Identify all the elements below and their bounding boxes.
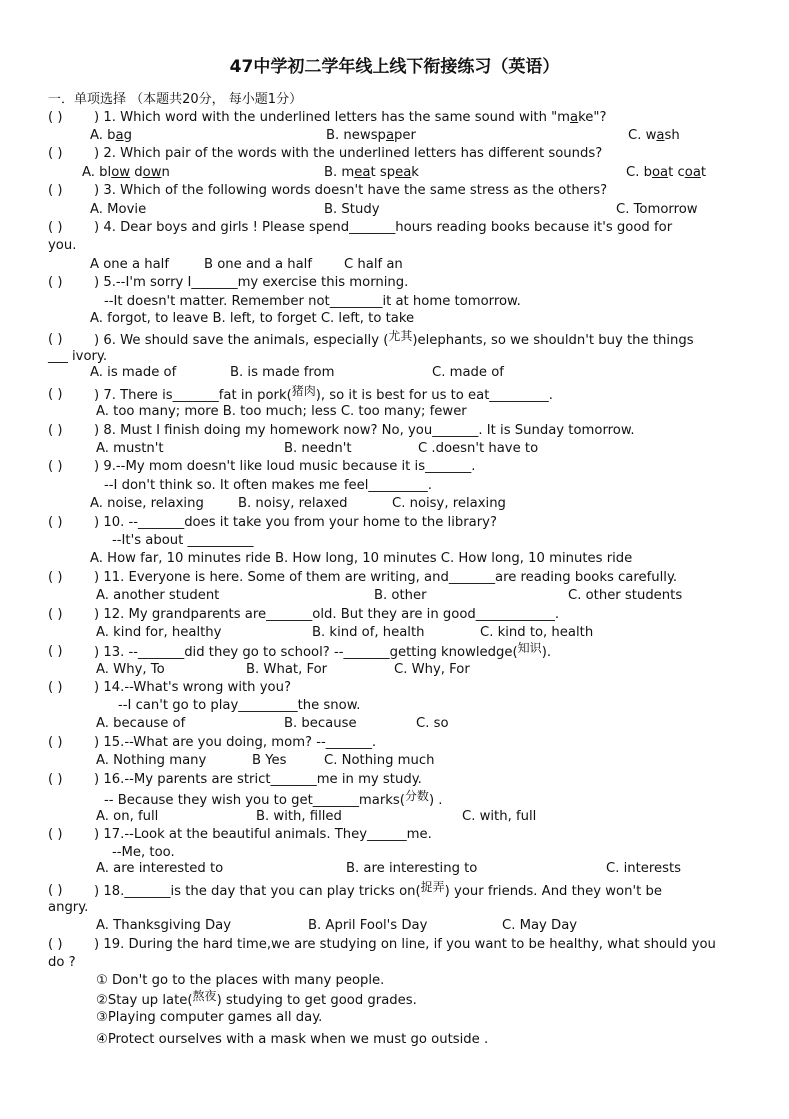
option-b: B. are interesting to xyxy=(346,861,478,876)
choice-item-3: ③Playing computer games all day. xyxy=(96,1010,323,1025)
answer-paren: ( ) xyxy=(48,644,63,659)
option-c: C. boat coat xyxy=(626,165,707,180)
question-stem: There is_______fat in pork( xyxy=(120,388,292,403)
answer-paren: ( ) xyxy=(48,607,63,622)
option-c: C. Nothing much xyxy=(324,753,435,768)
dialogue-line: --I don't think so. It often makes me feel_________. xyxy=(104,478,432,493)
question-stem-cont: angry. xyxy=(48,900,89,915)
question-17: ) 17.--Look at the beautiful animals. They______me. xyxy=(94,827,432,842)
answer-paren: ( ) xyxy=(48,110,63,125)
question-5: ) 5.--I'm sorry I_______my exercise this morning. xyxy=(94,275,409,290)
option-b: B. noisy, relaxed xyxy=(238,496,348,511)
choice-item-4: ④Protect ourselves with a mask when we must go outside . xyxy=(96,1032,489,1047)
option-c: C. with, full xyxy=(462,809,537,824)
option-a: A. Movie xyxy=(90,202,147,217)
options-line: A. forgot, to leave B. left, to forget C. left, to take xyxy=(90,311,415,326)
question-stem: --_______did they go to school? --_______getting knowledge( xyxy=(128,645,518,660)
answer-paren: ( ) xyxy=(48,459,63,474)
question-stem: --My parents are strict_______me in my study. xyxy=(124,772,422,787)
option-b: B one and a half xyxy=(204,257,312,272)
question-stem-cont: you. xyxy=(48,238,77,253)
option-c: C. Why, For xyxy=(394,662,470,677)
question-stem: We should save the animals, especially ( xyxy=(120,333,389,348)
answer-paren: ( ) xyxy=(48,146,63,161)
question-stem: Must I finish doing my homework now? No, you_______. It is Sunday tomorrow. xyxy=(120,423,635,438)
question-stem: --What's wrong with you? xyxy=(124,680,291,695)
option-b: B. kind of, health xyxy=(312,625,425,640)
question-stem: --My mom doesn't like loud music because it is_______. xyxy=(115,459,476,474)
option-c: C. other students xyxy=(568,588,683,603)
option-c: C. wash xyxy=(628,128,680,143)
option-a: A. because of xyxy=(96,716,186,731)
option-a: A. bag xyxy=(90,128,133,143)
answer-paren: ( ) xyxy=(48,937,63,952)
option-a: A. are interested to xyxy=(96,861,224,876)
answer-paren: ( ) xyxy=(48,827,63,842)
option-b: B. other xyxy=(374,588,427,603)
answer-paren: ( ) xyxy=(48,883,63,898)
option-a: A. on, full xyxy=(96,809,159,824)
answer-paren: ( ) xyxy=(48,423,63,438)
option-a: A. mustn't xyxy=(96,441,164,456)
question-9: ) 9.--My mom doesn't like loud music because it is_______. xyxy=(94,459,476,474)
question-stem: During the hard time,we are studying on line, if you want to be healthy, what should you xyxy=(128,937,716,952)
question-2: ) 2. Which pair of the words with the underlined letters has different sounds? xyxy=(94,146,603,161)
question-6: ) 6. We should save the animals, especially (尤其)elephants, so we shouldn't buy the things xyxy=(94,329,694,348)
question-stem-cont: do ? xyxy=(48,955,76,970)
answer-paren: ( ) xyxy=(48,387,63,402)
option-b: B. Study xyxy=(324,202,380,217)
question-stem: --I'm sorry I_______my exercise this morning. xyxy=(115,275,409,290)
option-a: A. kind for, healthy xyxy=(96,625,222,640)
options-line: A. How far, 10 minutes ride B. How long, 10 minutes C. How long, 10 minutes ride xyxy=(90,551,633,566)
choice-item-1: ① Don't go to the places with many people. xyxy=(96,973,385,988)
question-8: ) 8. Must I finish doing my homework now? No, you_______. It is Sunday tomorrow. xyxy=(94,423,635,438)
option-a: A. another student xyxy=(96,588,220,603)
question-11: ) 11. Everyone is here. Some of them are writing, and_______are reading books carefully. xyxy=(94,570,678,585)
question-stem: --Look at the beautiful animals. They______me. xyxy=(124,827,432,842)
option-b: B. meat speak xyxy=(324,165,419,180)
choice-item-2 xyxy=(96,991,417,1010)
option-c: C .doesn't have to xyxy=(418,441,539,456)
option-a: A. Thanksgiving Day xyxy=(96,918,231,933)
question-stem: ). xyxy=(541,645,552,660)
option-a: A. noise, relaxing xyxy=(90,496,204,511)
section-heading: 一．单项选择 （本题共20分， 每小题1分） xyxy=(48,92,303,107)
question-4: ) 4. Dear boys and girls ! Please spend_______hours reading books because it's good for xyxy=(94,220,673,235)
question-7: ) 7. There is_______fat in pork(猪肉), so it is best for us to eat_________. xyxy=(94,384,553,403)
chinese-gloss: 熬夜 xyxy=(192,989,217,1003)
option-c: C. May Day xyxy=(502,918,578,933)
question-12: ) 12. My grandparents are_______old. But they are in good____________. xyxy=(94,607,560,622)
question-1: ) 1. Which word with the underlined letters has the same sound with "make"? xyxy=(94,110,607,125)
question-stem: ) your friends. And they won't be xyxy=(444,884,662,899)
chinese-gloss: 知识 xyxy=(517,641,542,655)
question-stem: )elephants, so we shouldn't buy the things xyxy=(412,333,694,348)
question-stem: Which of the following words doesn't have the same stress as the others? xyxy=(120,183,608,198)
answer-paren: ( ) xyxy=(48,332,63,347)
option-a: A. is made of xyxy=(90,365,177,380)
question-3: ) 3. Which of the following words doesn't have the same stress as the others? xyxy=(94,183,608,198)
option-c: C. interests xyxy=(606,861,682,876)
dialogue-line: --It doesn't matter. Remember not________it at home tomorrow. xyxy=(104,294,521,309)
question-16: ) 16.--My parents are strict_______me in my study. xyxy=(94,772,422,787)
answer-paren: ( ) xyxy=(48,570,63,585)
choice-text: ②Stay up late( xyxy=(96,993,193,1008)
question-stem: ), so it is best for us to eat_________. xyxy=(315,388,553,403)
page-title: 47中学初二学年线上线下衔接练习（英语） xyxy=(229,57,560,77)
option-c: C. noisy, relaxing xyxy=(392,496,506,511)
question-10: ) 10. --_______does it take you from your home to the library? xyxy=(94,515,497,530)
option-a: A one a half xyxy=(90,257,169,272)
dialogue-line: --It's about __________ xyxy=(112,533,254,548)
chinese-gloss: 猪肉 xyxy=(291,384,316,398)
question-stem: --What are you doing, mom? --_______. xyxy=(124,735,377,750)
answer-paren: ( ) xyxy=(48,735,63,750)
option-b: B. because xyxy=(284,716,357,731)
answer-paren: ( ) xyxy=(48,220,63,235)
question-stem-cont: ___ ivory. xyxy=(48,349,108,364)
question-stem: My grandparents are_______old. But they are in good____________. xyxy=(128,607,560,622)
question-stem: _______is the day that you can play tricks on( xyxy=(124,884,421,899)
question-18: ) 18._______is the day that you can play tricks on(捉弄) your friends. And they won't be xyxy=(94,880,662,899)
question-stem: Dear boys and girls ! Please spend_______hours reading books because it's good for xyxy=(120,220,673,235)
option-b: B. What, For xyxy=(246,662,328,677)
answer-paren: ( ) xyxy=(48,772,63,787)
question-19: ) 19. During the hard time,we are studying on line, if you want to be healthy, what should you xyxy=(94,937,716,952)
question-13: ) 13. --_______did they go to school? --_______getting knowledge(知识). xyxy=(94,641,552,660)
dialogue-line: --Me, too. xyxy=(112,845,175,860)
options-line: A. too many; more B. too much; less C. too many; fewer xyxy=(96,404,467,419)
option-a: A. Why, To xyxy=(96,662,165,677)
option-c: C half an xyxy=(344,257,403,272)
answer-paren: ( ) xyxy=(48,183,63,198)
answer-paren: ( ) xyxy=(48,680,63,695)
option-c: C. so xyxy=(416,716,449,731)
dialogue-text: ) . xyxy=(428,793,443,808)
choice-text: ) studying to get good grades. xyxy=(216,993,417,1008)
chinese-gloss: 分数 xyxy=(404,789,429,803)
option-c: C. kind to, health xyxy=(480,625,594,640)
chinese-gloss: 捉弄 xyxy=(420,880,445,894)
option-b: B. April Fool's Day xyxy=(308,918,428,933)
question-stem: --_______does it take you from your home to the library? xyxy=(128,515,497,530)
chinese-gloss: 尤其 xyxy=(388,329,413,343)
option-c: C. made of xyxy=(432,365,504,380)
option-c: C. Tomorrow xyxy=(616,202,698,217)
question-14: ) 14.--What's wrong with you? xyxy=(94,680,291,695)
option-b: B. needn't xyxy=(284,441,352,456)
option-a: A. Nothing many xyxy=(96,753,207,768)
answer-paren: ( ) xyxy=(48,515,63,530)
dialogue-line: --I can't go to play_________the snow. xyxy=(118,698,361,713)
answer-paren: ( ) xyxy=(48,275,63,290)
question-15: ) 15.--What are you doing, mom? --_______. xyxy=(94,735,377,750)
dialogue-text: -- Because they wish you to get_______marks( xyxy=(104,793,405,808)
option-a: A. blow down xyxy=(82,165,170,180)
option-b: B. with, filled xyxy=(256,809,342,824)
option-b: B. is made from xyxy=(230,365,335,380)
option-b: B. newspaper xyxy=(326,128,416,143)
question-stem: Everyone is here. Some of them are writing, and_______are reading books carefully. xyxy=(128,570,678,585)
option-b: B Yes xyxy=(252,753,287,768)
